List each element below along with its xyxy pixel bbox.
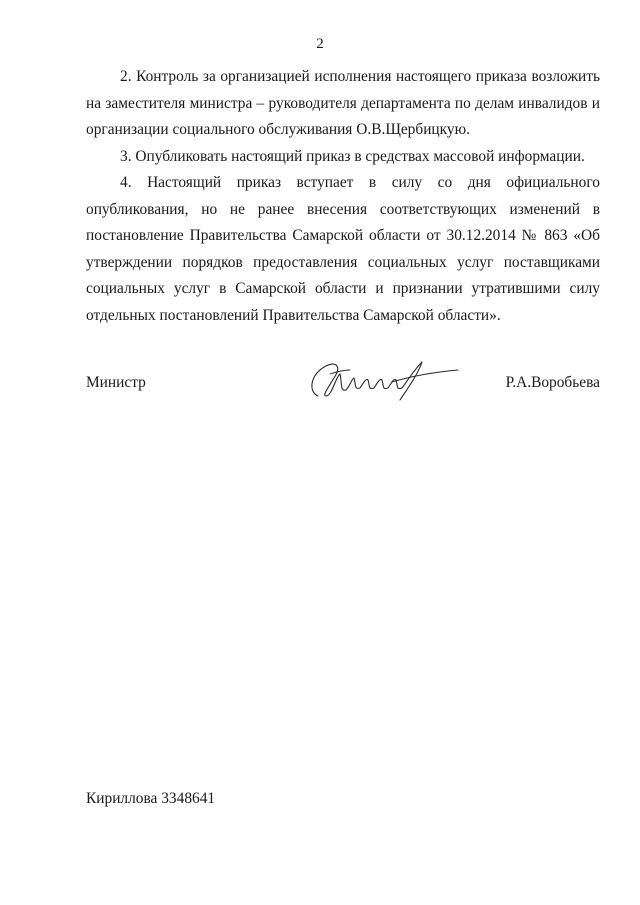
handwritten-signature [296,352,466,402]
paragraph-effective: 4. Настоящий приказ вступает в силу со дня официального опубликования, но не ранее внесения соответствующих изменений в постановление Правительства Самарской области от 30.12.2014 № 863 «Об утверждении порядков предоставления социальных услуг поставщиками социальных услуг в Самарской области и признании утратившими силу отдельных постановлений Правительства Самарской области». [86,174,600,324]
signatory-title: Министр [86,374,146,391]
paragraph-control: 2. Контроль за организацией исполнения настоящего приказа возложить на заместителя министра – руководителя департамента по делам инвалидов и организации социального обслуживания О.В.Щербицкую. [86,68,600,138]
executor-contact: Кириллова 3348641 [86,790,216,807]
signatory-name: Р.А.Воробьева [505,374,600,391]
page-number: 2 [316,36,324,52]
document-body [86,64,600,329]
signature-block [86,352,600,412]
paragraph-publish: 3. Опубликовать настоящий приказ в средствах массовой информации. [120,147,585,165]
